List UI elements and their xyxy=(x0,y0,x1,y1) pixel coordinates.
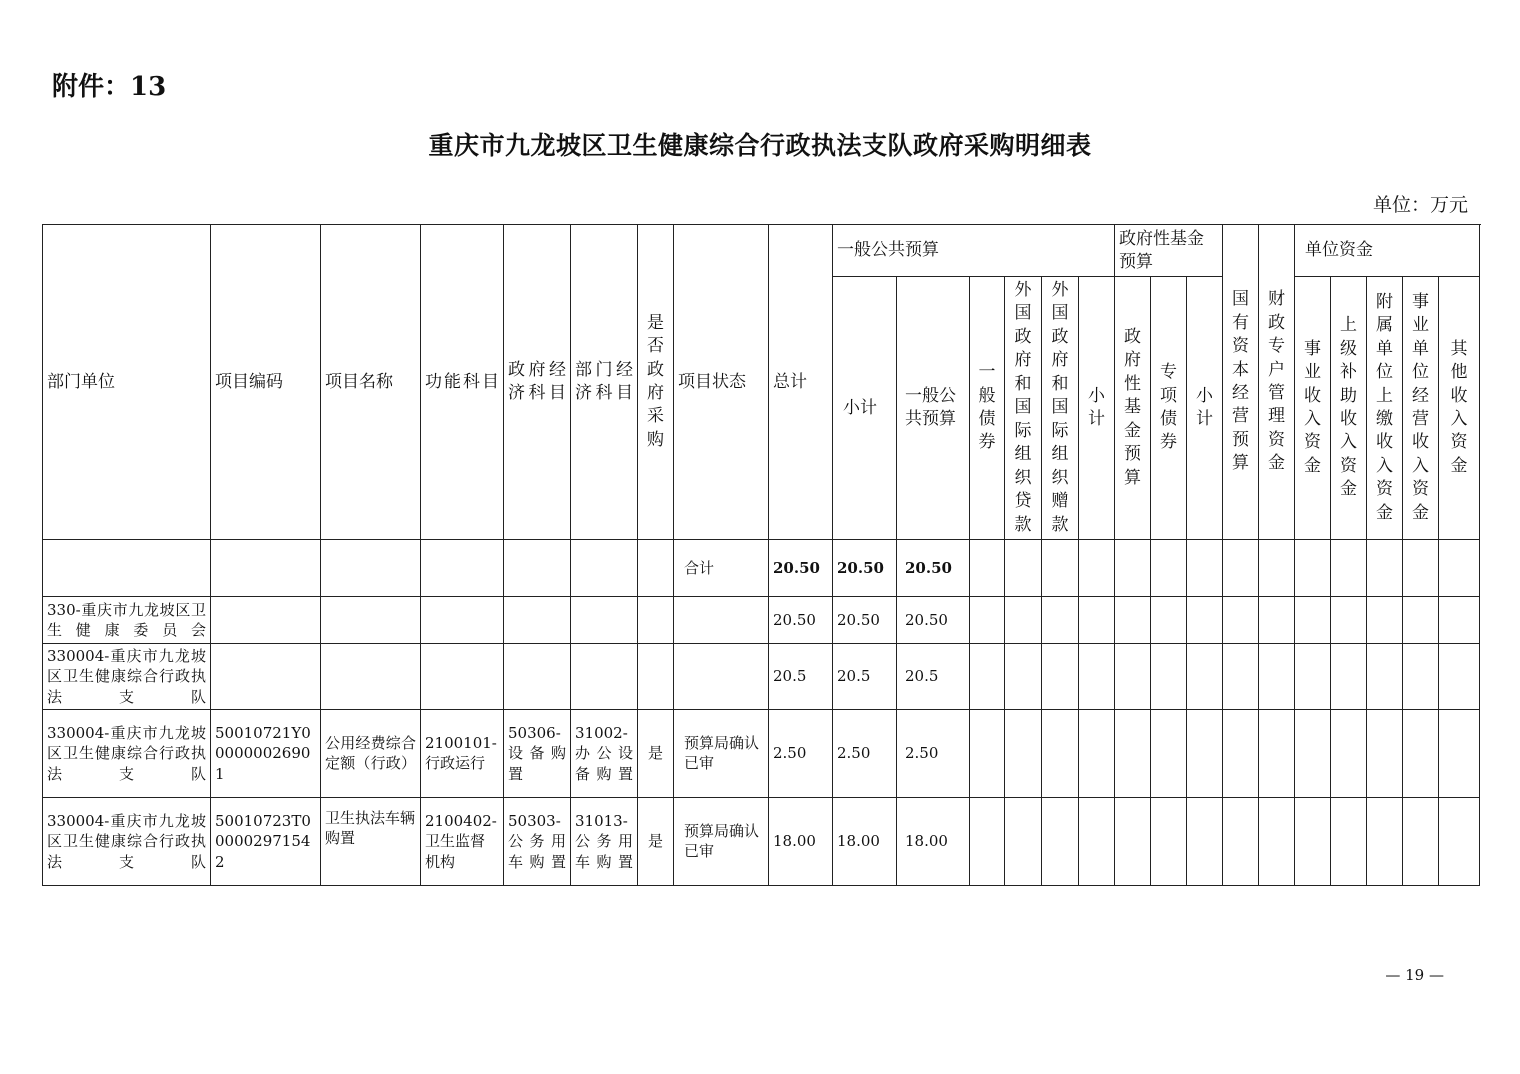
page-number: — 19 — xyxy=(1385,966,1444,984)
header-special-bond: 专项债券 xyxy=(1151,277,1187,540)
header-fund-budget-group: 政府性基金预算 xyxy=(1115,225,1223,277)
cell-general-budget: 2.50 xyxy=(897,709,970,797)
cell-is-gov: 是 xyxy=(638,797,674,885)
cell-gov-econ xyxy=(504,596,571,643)
header-fund-subtotal: 小计 xyxy=(1079,277,1115,540)
cell-is-gov: 是 xyxy=(638,709,674,797)
cell-dept xyxy=(43,539,211,596)
header-dept-econ: 部门经济科目 xyxy=(571,225,638,540)
cell-dept-econ xyxy=(571,539,638,596)
cell-is-gov xyxy=(638,539,674,596)
header-status: 项目状态 xyxy=(674,225,769,540)
table-row-unit xyxy=(43,643,1480,709)
header-name: 项目名称 xyxy=(321,225,421,540)
header-foreign-grant: 外国政府和国际组织赠款 xyxy=(1042,277,1079,540)
cell-is-gov xyxy=(638,643,674,709)
cell-dept: 330004-重庆市九龙坡区卫生健康综合行政执法支队 xyxy=(43,709,211,797)
table-row-grand-total xyxy=(43,539,1480,596)
cell-code: 50010721Y000000026901 xyxy=(211,709,321,797)
header-other-income: 其他收入资金 xyxy=(1439,277,1480,540)
cell-is-gov xyxy=(638,596,674,643)
cell-dept-econ: 31002-办公设备购置 xyxy=(571,709,638,797)
cell-general-subtotal: 18.00 xyxy=(833,797,897,885)
cell-gov-econ xyxy=(504,643,571,709)
cell-general-budget: 20.5 xyxy=(897,643,970,709)
header-unit-funds-group: 单位资金 xyxy=(1295,225,1480,277)
cell-dept: 330004-重庆市九龙坡区卫生健康综合行政执法支队 xyxy=(43,643,211,709)
header-business-income: 事业单位经营收入资金 xyxy=(1403,277,1439,540)
cell-total: 20.50 xyxy=(769,596,833,643)
header-func: 功能科目 xyxy=(421,225,504,540)
procurement-table xyxy=(42,224,1480,886)
cell-code xyxy=(211,539,321,596)
cell-general-subtotal: 20.5 xyxy=(833,643,897,709)
cell-status: 合计 xyxy=(674,539,769,596)
cell-gov-econ: 50303-公务用车购置 xyxy=(504,797,571,885)
cell-dept: 330-重庆市九龙坡区卫生健康委员会 xyxy=(43,596,211,643)
cell-code xyxy=(211,643,321,709)
unit-label: 单位：万元 xyxy=(1372,194,1468,216)
table-row-department xyxy=(43,596,1480,643)
cell-general-subtotal: 20.50 xyxy=(833,596,897,643)
cell-general-budget: 18.00 xyxy=(897,797,970,885)
cell-status: 预算局确认已审 xyxy=(674,709,769,797)
cell-func xyxy=(421,643,504,709)
table-row-project xyxy=(43,797,1480,885)
cell-general-budget: 20.50 xyxy=(897,539,970,596)
header-gov-econ: 政府经济科目 xyxy=(504,225,571,540)
cell-dept-econ: 31013-公务用车购置 xyxy=(571,797,638,885)
header-special-account: 财政专户管理资金 xyxy=(1259,225,1295,540)
cell-name xyxy=(321,596,421,643)
header-dept: 部门单位 xyxy=(43,225,211,540)
cell-code: 50010723T000002971542 xyxy=(211,797,321,885)
cell-total: 20.5 xyxy=(769,643,833,709)
header-general-budget: 一般公共预算 xyxy=(897,277,970,540)
cell-func xyxy=(421,539,504,596)
header-fund-budget: 政府性基金预算 xyxy=(1115,277,1151,540)
cell-name xyxy=(321,643,421,709)
cell-name: 卫生执法车辆购置 xyxy=(321,797,421,885)
header-general-bond: 一般债券 xyxy=(970,277,1005,540)
cell-general-subtotal: 20.50 xyxy=(833,539,897,596)
attachment-label: 附件：13 xyxy=(52,72,167,102)
cell-dept: 330004-重庆市九龙坡区卫生健康综合行政执法支队 xyxy=(43,797,211,885)
header-foreign-loan: 外国政府和国际组织贷款 xyxy=(1005,277,1042,540)
cell-name xyxy=(321,539,421,596)
table-row-project xyxy=(43,709,1480,797)
header-upper-subsidy: 上级补助收入资金 xyxy=(1331,277,1367,540)
cell-dept-econ xyxy=(571,643,638,709)
cell-dept-econ xyxy=(571,596,638,643)
cell-func: 2100402-卫生监督机构 xyxy=(421,797,504,885)
cell-general-subtotal: 2.50 xyxy=(833,709,897,797)
cell-gov-econ: 50306-设备购置 xyxy=(504,709,571,797)
cell-code xyxy=(211,596,321,643)
cell-gov-econ xyxy=(504,539,571,596)
header-general-budget-group: 一般公共预算 xyxy=(833,225,1115,277)
cell-total: 20.50 xyxy=(769,539,833,596)
header-is-gov: 是否政府采购 xyxy=(638,225,674,540)
cell-status xyxy=(674,643,769,709)
page-title: 重庆市九龙坡区卫生健康综合行政执法支队政府采购明细表 xyxy=(428,131,1092,160)
cell-status: 预算局确认已审 xyxy=(674,797,769,885)
header-total: 总计 xyxy=(769,225,833,540)
header-career-income: 事业收入资金 xyxy=(1295,277,1331,540)
cell-general-budget: 20.50 xyxy=(897,596,970,643)
cell-total: 2.50 xyxy=(769,709,833,797)
header-affiliated-income: 附属单位上缴收入资金 xyxy=(1367,277,1403,540)
header-row-groups xyxy=(43,225,1480,277)
header-general-subtotal: 小计 xyxy=(833,277,897,540)
cell-func xyxy=(421,596,504,643)
cell-func: 2100101-行政运行 xyxy=(421,709,504,797)
header-code: 项目编码 xyxy=(211,225,321,540)
cell-status xyxy=(674,596,769,643)
header-state-capital: 国有资本经营预算 xyxy=(1223,225,1259,540)
cell-total: 18.00 xyxy=(769,797,833,885)
cell-name: 公用经费综合定额（行政） xyxy=(321,709,421,797)
header-unit-subtotal: 小计 xyxy=(1187,277,1223,540)
